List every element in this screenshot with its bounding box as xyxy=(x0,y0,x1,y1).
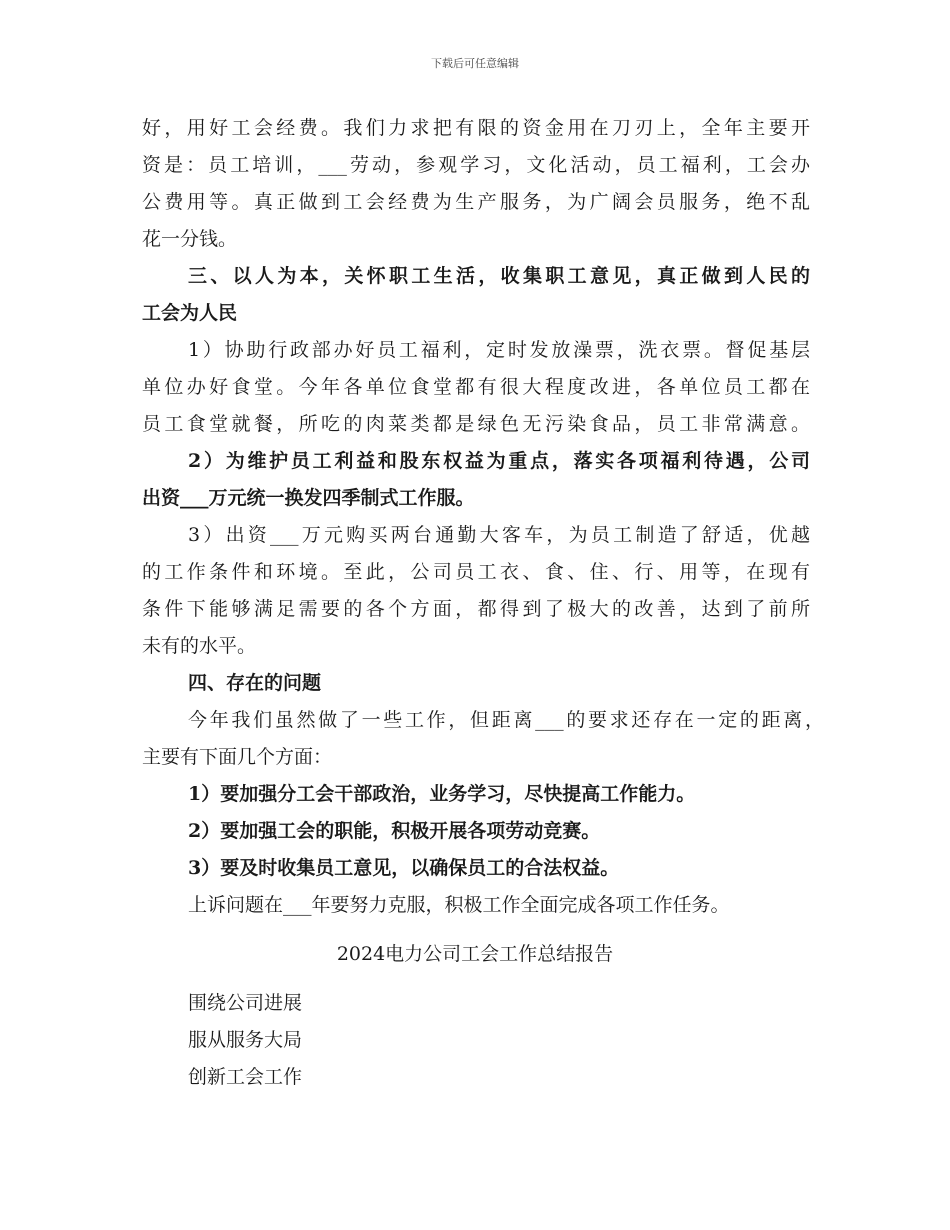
page-header-note: 下载后可任意编辑 xyxy=(431,57,519,70)
body-line-bold: 出资___万元统一换发四季制式工作服。 xyxy=(142,487,475,509)
outline-item: 服从服务大局 xyxy=(188,1029,303,1051)
body-line: 未有的水平。 xyxy=(142,635,257,657)
body-line: 公费用等。真正做到工会经费为生产服务，为广阔会员服务，绝不乱 xyxy=(142,191,810,213)
section-heading: 三、以人为本，关怀职工生活，收集职工意见，真正做到人民的 xyxy=(188,265,810,287)
body-line: 好，用好工会经费。我们力求把有限的资金用在刀刃上，全年主要开 xyxy=(142,117,810,139)
body-line: 1）协助行政部办好员工福利，定时发放澡票，洗衣票。督促基层 xyxy=(188,339,810,361)
body-line: 主要有下面几个方面： xyxy=(142,746,333,768)
body-line-bold: 2）为维护员工利益和股东权益为重点，落实各项福利待遇，公司 xyxy=(188,450,810,472)
body-line: 的工作条件和环境。至此，公司员工衣、食、住、行、用等，在现有 xyxy=(142,561,810,583)
body-line: 员工食堂就餐，所吃的肉菜类都是绿色无污染食品，员工非常满意。 xyxy=(142,413,810,435)
body-line: 上诉问题在___年要努力克服，积极工作全面完成各项工作任务。 xyxy=(188,894,730,916)
body-line: 单位办好食堂。今年各单位食堂都有很大程度改进，各单位员工都在 xyxy=(142,376,810,398)
section-heading: 工会为人民 xyxy=(142,302,238,324)
body-line: 花一分钱。 xyxy=(142,228,238,250)
issue-item: 1）要加强分工会干部政治，业务学习，尽快提高工作能力。 xyxy=(188,783,696,805)
document-title: 2024电力公司工会工作总结报告 xyxy=(336,943,614,965)
body-line: 资是：员工培训，___劳动，参观学习，文化活动，员工福利，工会办 xyxy=(142,154,810,176)
section-heading: 四、存在的问题 xyxy=(188,672,322,694)
body-line: 今年我们虽然做了一些工作，但距离___的要求还存在一定的距离， xyxy=(188,709,824,731)
issue-item: 3）要及时收集员工意见，以确保员工的合法权益。 xyxy=(188,857,620,879)
body-line: 条件下能够满足需要的各个方面，都得到了极大的改善，达到了前所 xyxy=(142,598,810,620)
issue-item: 2）要加强工会的职能，积极开展各项劳动竞赛。 xyxy=(188,820,601,842)
outline-item: 创新工会工作 xyxy=(188,1066,303,1088)
body-line: 3）出资___万元购买两台通勤大客车，为员工制造了舒适，优越 xyxy=(188,524,810,546)
outline-item: 围绕公司进展 xyxy=(188,992,303,1014)
